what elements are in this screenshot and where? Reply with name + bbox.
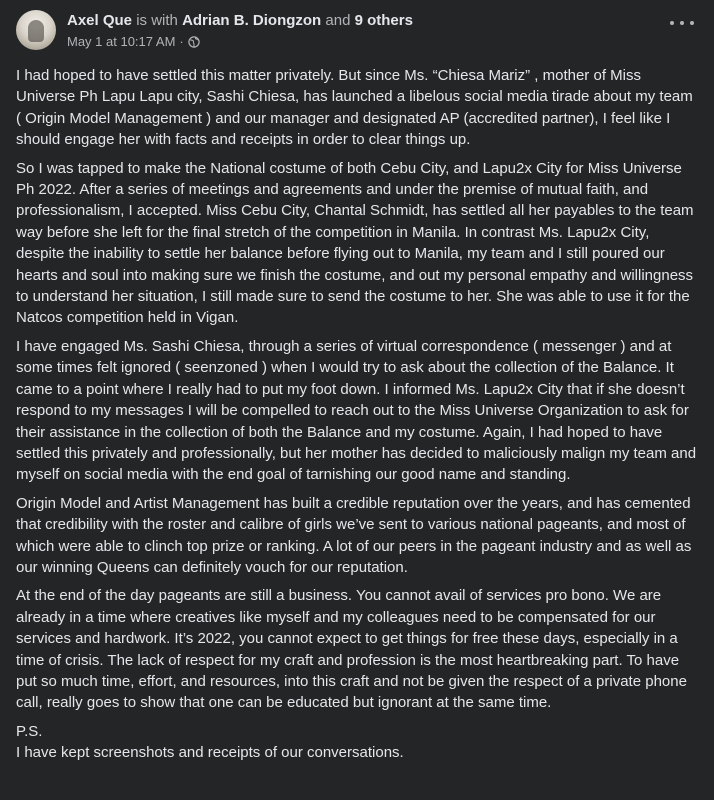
post-title-line <box>67 11 413 31</box>
author-avatar[interactable] <box>16 10 56 50</box>
post-paragraph-6: P.S. I have kept screenshots and receipts of our conversations. <box>16 722 404 762</box>
post-header <box>16 10 698 58</box>
post-paragraph-1: I had hoped to have settled this matter privately. But since Ms. “Chiesa Mariz” , mother of Miss Universe Ph Lapu Lapu city, Sashi Chiesa, has launched a libelous social media tirade about my team ( Origin Model Management ) and our manager and designated AP (accredited partner), I feel like I should engage her with facts and receipts in order to clear things up. <box>16 67 693 149</box>
post-sub-line <box>67 33 413 51</box>
post-paragraph-4: Origin Model and Artist Management has built a credible reputation over the years, and has cemented that credibility with the roster and calibre of girls we’ve sent to various national pageants, and most of which were able to clinch top prize or ranking. A lot of our peers in the pageant industry and as well as our winning Queens can definitely vouch for our reputation. <box>16 494 692 576</box>
tagged-person[interactable]: Adrian B. Diongzon <box>182 12 322 29</box>
post-paragraph-2: So I was tapped to make the National costume of both Cebu City, and Lapu2x City for Miss Universe Ph 2022. After a series of meetings and agreements and under the premise of mutual faith, and professionalism, I accepted. Miss Cebu City, Chantal Schmidt, has settled all her payables to the team way before she left for the final stretch of the competition in Manila. In contrast Ms. Lapu2x City, despite the inability to settle her balance before flying out to Manila, my team and I still poured our hearts and soul into making sure we finish the costume, and out my personal empathy and willingness to understand her situation, I still made sure to send the costume to her. She was able to use it for the Natcos competition held in Vigan. <box>16 159 694 327</box>
post-timestamp[interactable]: May 1 at 10:17 AM <box>67 34 176 49</box>
post-paragraph-3: I have engaged Ms. Sashi Chiesa, through a series of virtual correspondence ( messenger ) and at some times felt ignored ( seenzoned ) when I would try to ask about the collection of the Balance. It came to a point where I really had to put my foot down. I informed Ms. Lapu2x City that if she doesn’t respond to my messages I will be compelled to reach out to the Miss Universe Organization to ask for their assistance in the collection of both the Balance and my costume. Again, I had hoped to have settled this privately and professionally, but her mother has decided to maliciously malign my team and myself on social media with the end goal of tarnishing our good name and standing. <box>16 337 697 484</box>
more-horizontal-icon[interactable] <box>670 14 694 32</box>
globe-icon[interactable] <box>188 36 200 48</box>
with-text: is with <box>136 12 178 29</box>
post-paragraph-5: At the end of the day pageants are still a business. You cannot avail of services pro bono. We are already in a time where creatives like myself and my colleagues need to be compensated for our services and hardwork. It’s 2022, you cannot expect to get things for free these days, especially in a time of crisis. The lack of respect for my craft and profession is the most heartbreaking part. To have put so much time, effort, and resources, into this craft and not be given the respect of a private phone call, really goes to show that one can be educated but ignorant at the same time. <box>16 587 687 712</box>
author-name[interactable]: Axel Que <box>67 12 133 29</box>
post-meta <box>67 11 413 51</box>
separator-dot: · <box>179 34 184 49</box>
others-link[interactable]: 9 others <box>354 12 413 29</box>
post-body <box>16 65 698 764</box>
and-text: and <box>325 12 351 29</box>
